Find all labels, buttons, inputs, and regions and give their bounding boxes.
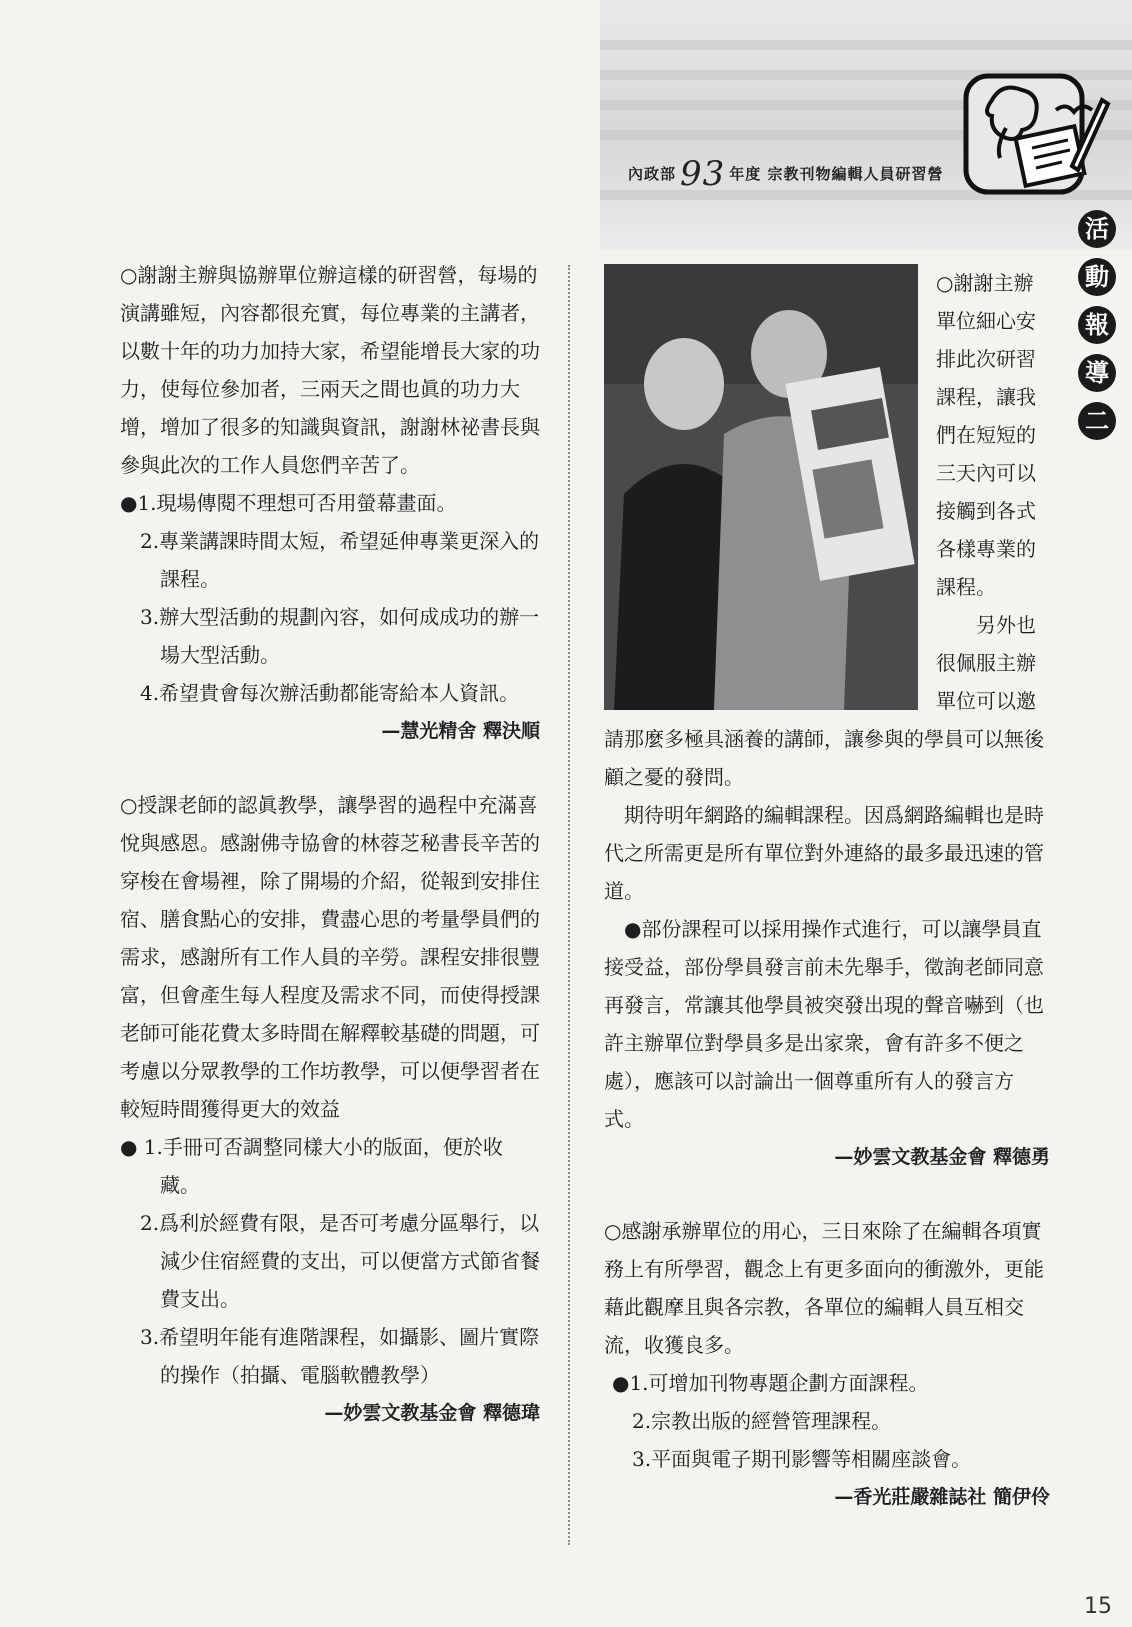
event-year-mark: 93 [680,154,726,194]
column-divider [568,265,570,1545]
feedback-paragraph: ○謝謝主辦單位細心安排此次研習課程，讓我們在短短的三天內可以接觸到各式各樣專業的課程。 [936,271,1036,599]
suggestion-item: 3.辦大型活動的規劃內容，如何成成功的辦一場大型活動。 [140,605,540,667]
section-title-char: 報 [1078,306,1116,344]
event-title-suffix: 年度 宗教刊物編輯人員研習營 [729,165,944,183]
event-title [628,154,944,194]
suggestion-item: 2.爲利於經費有限，是否可考慮分區舉行，以減少住宿經費的支出，可以便當方式節省餐費支出。 [140,1211,540,1311]
left-column [120,256,540,1432]
author-signature: —妙雲文教基金會 釋德勇 [834,1146,1050,1168]
section-title-vertical [1078,210,1122,450]
author-signature: —香光莊嚴雜誌社 簡伊伶 [834,1486,1050,1508]
feedback-paragraph: ○謝謝主辦與協辦單位辦這樣的研習營，每場的演講雖短，內容都很充實，每位專業的主講者，以數十年的功力加持大家，希望能增長大家的功力，使每位參加者，三兩天之間也眞的功力大增，增加了很多的知識與資訊，謝謝林祕書長與參與此次的工作人員您們辛苦了。 [120,263,540,477]
right-column [604,720,1050,1516]
section-title-char: 動 [1078,258,1116,296]
author-signature: —妙雲文教基金會 釋德瑋 [324,1402,540,1424]
feedback-paragraph: ○授課老師的認眞教學，讓學習的過程中充滿喜悅與感恩。感謝佛寺協會的林蓉芝秘書長辛苦的穿梭在會場裡，除了開場的介紹，從報到安排住宿、膳食點心的安排，費盡心思的考量學員們的需求，感謝所有工作人員的辛勞。課程安排很豐富，但會產生每人程度及需求不同，而使得授課老師可能花費太多時間在解釋較基礎的問題，可考慮以分眾教學的工作坊教學，可以便學習者在較短時間獲得更大的效益 [120,793,540,1121]
suggestion-item: 2.專業講課時間太短，希望延伸專業更深入的課程。 [140,529,540,591]
feedback-paragraph: 另外也很佩服主辦單位可以邀 [936,613,1036,713]
suggestion-item: ●部份課程可以採用操作式進行，可以讓學員直接受益，部份學員發言前未先舉手，徵詢老師同意再發言，常讓其他學員被突發出現的聲音嚇到（也許主辦單位對學員多是出家衆，會有許多不便之處），應該可以討論出一個尊重所有人的發言方式。 [604,917,1044,1131]
suggestion-item: 4.希望貴會每次辦活動都能寄給本人資訊。 [140,681,520,705]
suggestion-item: 3.平面與電子期刊影響等相關座談會。 [632,1447,972,1471]
feedback-paragraph: 請那麼多極具涵養的講師，讓參與的學員可以無後顧之憂的發問。 [604,727,1044,789]
event-title-prefix: 內政部 [628,165,677,183]
event-photo [604,264,918,710]
editor-writing-icon [962,70,1112,200]
feedback-paragraph: ○感謝承辦單位的用心，三日來除了在編輯各項實務上有所學習，觀念上有更多面向的衝激外，更能藉此觀摩且與各宗教，各單位的編輯人員互相交流，收獲良多。 [604,1219,1044,1357]
suggestion-item: ● 1.手冊可否調整同樣大小的版面，便於收藏。 [120,1135,503,1197]
suggestion-item: 3.希望明年能有進階課程，如攝影、圖片實際的操作（拍攝、電腦軟體教學） [140,1325,540,1387]
section-title-char: 活 [1078,210,1116,248]
photo-side-text [936,264,1052,720]
suggestion-item: ●1.可增加刊物專題企劃方面課程。 [612,1371,929,1395]
section-title-char: 導 [1078,354,1116,392]
suggestion-item: ●1.現場傳閱不理想可否用螢幕畫面。 [120,491,457,515]
page-number: 15 [1084,1594,1112,1619]
author-signature: —慧光精舍 釋決順 [381,720,540,742]
section-title-char: 二 [1078,402,1116,440]
suggestion-item: 2.宗教出版的經營管理課程。 [632,1409,892,1433]
feedback-paragraph: 期待明年網路的編輯課程。因爲網路編輯也是時代之所需更是所有單位對外連絡的最多最迅速的管道。 [604,803,1044,903]
